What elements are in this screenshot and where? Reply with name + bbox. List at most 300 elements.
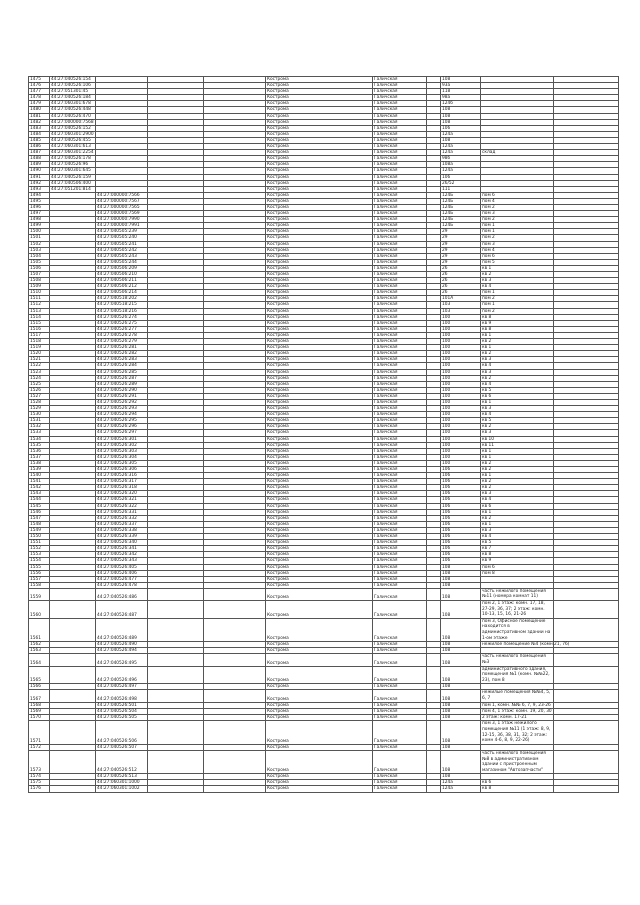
street-cell: Галичская xyxy=(373,690,427,702)
city-cell: Кострома xyxy=(266,369,373,375)
empty-cell xyxy=(204,666,266,684)
row-number-cell: 1495 xyxy=(29,198,50,204)
city-cell: Кострома xyxy=(266,780,373,786)
note-cell: кв 3 xyxy=(481,369,554,375)
city-cell: Кострома xyxy=(266,302,373,308)
row-number-cell: 1573 xyxy=(29,750,50,773)
city-cell: Кострома xyxy=(266,552,373,558)
note-cell: пом 5 xyxy=(481,259,554,265)
city-cell: Кострома xyxy=(266,509,373,515)
city-cell: Кострома xyxy=(266,430,373,436)
house-number-cell: 98б xyxy=(441,156,481,162)
city-cell: Кострома xyxy=(266,387,373,393)
house-number-cell: 103 xyxy=(441,308,481,314)
row-number-cell: 1556 xyxy=(29,570,50,576)
city-cell: Кострома xyxy=(266,217,373,223)
house-number-cell: 103 xyxy=(441,302,481,308)
city-cell: Кострома xyxy=(266,485,373,491)
house-number-cell: 108а xyxy=(441,162,481,168)
row-number-cell: 1501 xyxy=(29,235,50,241)
object-cadastral-number-cell: 44:27:040526:331 xyxy=(96,509,148,515)
city-cell: Кострома xyxy=(266,150,373,156)
note-cell: кв 2 xyxy=(481,467,554,473)
house-number-cell: 26 xyxy=(441,290,481,296)
empty-cell xyxy=(204,618,266,641)
street-cell: Галичская xyxy=(373,721,427,744)
house-number-cell: 108 xyxy=(441,721,481,744)
land-cadastral-number-cell: 44:27:060301:645 xyxy=(50,168,96,174)
city-cell: Кострома xyxy=(266,702,373,709)
note-cell: кв 2 xyxy=(481,351,554,357)
empty-cell xyxy=(148,666,204,684)
city-cell: Кострома xyxy=(266,442,373,448)
house-number-cell: 100 xyxy=(441,406,481,412)
house-number-cell: 124а xyxy=(441,131,481,137)
object-cadastral-number-cell: 44:27:040526:291 xyxy=(96,393,148,399)
row-number-cell: 1572 xyxy=(29,744,50,750)
object-cadastral-number-cell: 44:27:040526:318 xyxy=(96,485,148,491)
row-number-cell: 1487 xyxy=(29,150,50,156)
note-cell: кв 3 xyxy=(481,430,554,436)
house-number-cell: 108 xyxy=(441,702,481,709)
house-number-cell: 100 xyxy=(441,332,481,338)
note-cell: кв 1 xyxy=(481,454,554,460)
land-cadastral-number-cell: 44:27:060301:2254 xyxy=(51,150,94,156)
land-cadastral-number-cell xyxy=(50,601,96,619)
object-cadastral-number-cell: 44:27:040526:281 xyxy=(96,345,148,351)
house-number-cell: 106 xyxy=(441,527,481,533)
note-cell: кв 8 xyxy=(481,314,554,320)
land-cadastral-number-cell: 44:27:040526:455 xyxy=(50,137,96,143)
land-cadastral-number-cell: 44:27:060301:2900 xyxy=(51,131,94,137)
street-cell: Галичская xyxy=(373,211,427,217)
city-cell: Кострома xyxy=(266,168,373,174)
note-cell: кв 2 xyxy=(481,515,554,521)
street-cell: Галичская xyxy=(373,345,427,351)
city-cell: Кострома xyxy=(266,750,373,773)
note-cell: кв 1 xyxy=(481,265,554,271)
house-number-cell: 100 xyxy=(441,393,481,399)
city-cell: Кострома xyxy=(266,491,373,497)
row-number-cell: 1478 xyxy=(29,95,50,101)
street-cell: Галичская xyxy=(373,485,427,491)
object-cadastral-number-cell: 44:27:040526:495 xyxy=(96,654,148,666)
street-cell: Галичская xyxy=(373,552,427,558)
note-cell: кв 5 xyxy=(481,387,554,393)
city-cell: Кострома xyxy=(266,89,373,95)
street-cell: Галичская xyxy=(373,418,427,424)
street-cell: Галичская xyxy=(373,479,427,485)
street-cell: Галичская xyxy=(373,241,427,247)
city-cell: Кострома xyxy=(266,588,373,600)
row-number-cell: 1521 xyxy=(29,357,50,363)
row-number-cell: 1522 xyxy=(29,363,50,369)
object-cadastral-number-cell: 44:27:040505:241 xyxy=(96,241,148,247)
city-cell: Кострома xyxy=(266,399,373,405)
city-cell: Кострома xyxy=(266,479,373,485)
house-number-cell: 101А xyxy=(441,296,481,302)
house-number-cell: 93а xyxy=(441,83,481,89)
city-cell: Кострома xyxy=(266,521,373,527)
land-cadastral-number-cell: 44:27:040526:159 xyxy=(50,174,96,180)
house-number-cell: 29 xyxy=(441,247,481,253)
street-cell: Галичская xyxy=(373,174,427,180)
row-number-cell: 1534 xyxy=(29,436,50,442)
object-cadastral-number-cell: 44:27:040526:321 xyxy=(96,497,148,503)
note-cell: кв 2 xyxy=(481,460,554,466)
street-cell: Галичская xyxy=(373,235,427,241)
street-cell: Галичская xyxy=(373,744,427,750)
empty-cell xyxy=(554,654,619,666)
house-number-cell: 29 xyxy=(441,241,481,247)
note-cell: кв 1 xyxy=(481,521,554,527)
city-cell: Кострома xyxy=(266,497,373,503)
note-cell: кв 8 xyxy=(481,552,554,558)
row-number-cell: 1549 xyxy=(29,527,50,533)
city-cell: Кострома xyxy=(266,192,373,198)
house-number-cell: 108 xyxy=(441,564,481,570)
row-number-cell: 1535 xyxy=(29,442,50,448)
house-number-cell: 108 xyxy=(441,648,481,654)
house-number-cell: 98а xyxy=(441,95,481,101)
note-cell: кв 8 xyxy=(481,326,554,332)
empty-cell xyxy=(204,750,266,773)
note-cell: кв 11 xyxy=(481,442,554,448)
object-cadastral-number-cell: 44:27:040526:303 xyxy=(96,448,148,454)
row-number-cell: 1553 xyxy=(29,552,50,558)
street-cell: Галичская xyxy=(373,89,427,95)
house-number-cell: 26/52 xyxy=(441,180,481,186)
row-number-cell: 1533 xyxy=(29,430,50,436)
city-cell: Кострома xyxy=(266,320,373,326)
city-cell: Кострома xyxy=(266,363,373,369)
house-number-cell: 26 xyxy=(441,284,481,290)
city-cell: Кострома xyxy=(266,351,373,357)
house-number-cell: 108 xyxy=(441,642,481,648)
city-cell: Кострома xyxy=(266,527,373,533)
empty-cell xyxy=(554,702,619,709)
empty-cell xyxy=(148,786,204,792)
object-cadastral-number-cell: 44:27:040526:406 xyxy=(96,570,148,576)
row-number-cell: 1512 xyxy=(29,302,50,308)
street-cell: Галичская xyxy=(373,473,427,479)
street-cell: Галичская xyxy=(373,186,427,192)
row-number-cell: 1537 xyxy=(29,454,50,460)
row-number-cell: 1571 xyxy=(29,721,50,744)
row-number-cell: 1520 xyxy=(29,351,50,357)
note-cell: кв 6 xyxy=(481,393,554,399)
house-number-cell: 26 xyxy=(441,265,481,271)
street-cell: Галичская xyxy=(373,750,427,773)
row-number-cell: 1546 xyxy=(29,509,50,515)
city-cell: Кострома xyxy=(266,576,373,582)
house-number-cell: 108 xyxy=(441,666,481,684)
row-number-cell: 1511 xyxy=(29,296,50,302)
street-cell: Галичская xyxy=(373,460,427,466)
note-cell: кв 9 xyxy=(481,320,554,326)
house-number-cell: 100 xyxy=(441,454,481,460)
city-cell: Кострома xyxy=(266,180,373,186)
land-cadastral-number-cell xyxy=(50,786,96,792)
house-number-cell: 100 xyxy=(441,314,481,320)
house-number-cell: 100 xyxy=(441,345,481,351)
house-number-cell: 26 xyxy=(441,278,481,284)
row-number-cell: 1541 xyxy=(29,479,50,485)
row-number-cell: 1525 xyxy=(29,381,50,387)
street-cell: Галичская xyxy=(373,253,427,259)
city-cell: Кострома xyxy=(266,107,373,113)
house-number-cell: 100 xyxy=(441,436,481,442)
land-cadastral-number-cell xyxy=(50,654,96,666)
house-number-cell: 108 xyxy=(441,137,481,143)
empty-cell xyxy=(554,588,619,600)
table-row xyxy=(29,618,619,641)
city-cell: Кострома xyxy=(266,265,373,271)
city-cell: Кострома xyxy=(266,412,373,418)
city-cell: Кострома xyxy=(266,618,373,641)
house-number-cell: 100 xyxy=(441,430,481,436)
house-number-cell: 106 xyxy=(441,509,481,515)
note-cell: пом 3 xyxy=(481,211,554,217)
object-cadastral-number-cell: 44:27:040505:243 xyxy=(96,253,148,259)
street-cell: Галичская xyxy=(373,150,427,156)
house-number-cell: 100 xyxy=(441,351,481,357)
street-cell: Галичская xyxy=(373,503,427,509)
house-number-cell: 108 xyxy=(441,690,481,702)
street-cell: Галичская xyxy=(373,302,427,308)
note-cell: кв 1 xyxy=(481,332,554,338)
note-cell: кв 4 xyxy=(481,534,554,540)
city-cell: Кострома xyxy=(266,162,373,168)
street-cell: Галичская xyxy=(373,131,427,137)
street-cell: Галичская xyxy=(373,509,427,515)
city-cell: Кострома xyxy=(266,654,373,666)
object-cadastral-number-cell: 44:27:060301:1002 xyxy=(96,786,148,792)
object-cadastral-number-cell: 44:27:040526:306 xyxy=(96,467,148,473)
object-cadastral-number-cell: 44:27:040526:489 xyxy=(96,618,148,641)
row-number-cell: 1563 xyxy=(29,648,50,654)
object-cadastral-number-cell: 44:27:040526:287 xyxy=(96,375,148,381)
object-cadastral-number-cell: 44:27:040526:507 xyxy=(96,744,148,750)
row-number-cell: 1562 xyxy=(29,642,50,648)
house-number-cell: 100 xyxy=(441,375,481,381)
note-cell: кв 2 xyxy=(481,485,554,491)
house-number-cell: 108 xyxy=(441,113,481,119)
house-number-cell: 108 xyxy=(441,119,481,125)
row-number-cell: 1515 xyxy=(29,320,50,326)
house-number-cell: 108 xyxy=(441,774,481,780)
row-number-cell: 1509 xyxy=(29,284,50,290)
object-cadastral-number-cell: 44:27:040526:478 xyxy=(96,582,148,588)
note-cell: пом 2 xyxy=(481,308,554,314)
table-row xyxy=(29,601,619,619)
street-cell: Галичская xyxy=(373,107,427,113)
city-cell: Кострома xyxy=(266,642,373,648)
object-cadastral-number-cell: 44:27:040526:301 xyxy=(96,436,148,442)
land-cadastral-number-cell xyxy=(50,618,96,641)
object-cadastral-number-cell: 44:27:040526:277 xyxy=(96,326,148,332)
house-number-cell: 106 xyxy=(441,503,481,509)
row-number-cell: 1517 xyxy=(29,332,50,338)
city-cell: Кострома xyxy=(266,113,373,119)
street-cell: Галичская xyxy=(373,369,427,375)
row-number-cell: 1551 xyxy=(29,540,50,546)
note-cell: кв 8 xyxy=(481,786,554,792)
table-row xyxy=(29,666,619,684)
object-cadastral-number-cell: 44:27:040526:338 xyxy=(96,527,148,533)
city-cell: Кострома xyxy=(266,95,373,101)
city-cell: Кострома xyxy=(266,345,373,351)
house-number-cell: 106 xyxy=(441,491,481,497)
street-cell: Галичская xyxy=(373,497,427,503)
table-row xyxy=(29,588,619,600)
house-number-cell: 108 xyxy=(441,618,481,641)
object-cadastral-number-cell: 44:27:040526:296 xyxy=(96,424,148,430)
empty-cell xyxy=(204,721,266,744)
row-number-cell: 1484 xyxy=(29,131,50,137)
street-cell: Галичская xyxy=(373,546,427,552)
empty-cell xyxy=(554,750,619,773)
street-cell: Галичская xyxy=(373,144,427,150)
row-number-cell: 1540 xyxy=(29,473,50,479)
object-cadastral-number-cell: 44:27:000000:7569 xyxy=(96,211,148,217)
row-number-cell: 1485 xyxy=(29,137,50,143)
street-cell: Галичская xyxy=(373,540,427,546)
row-number-cell: 1569 xyxy=(29,709,50,715)
row-number-cell: 1502 xyxy=(29,241,50,247)
house-number-cell: 108 xyxy=(441,77,481,83)
street-cell: Галичская xyxy=(373,424,427,430)
street-cell: Галичская xyxy=(373,399,427,405)
row-number-cell: 1543 xyxy=(29,491,50,497)
city-cell: Кострома xyxy=(266,393,373,399)
table-row xyxy=(29,690,619,702)
object-cadastral-number-cell: 44:27:040526:337 xyxy=(96,521,148,527)
street-cell: Галичская xyxy=(373,284,427,290)
street-cell: Галичская xyxy=(373,326,427,332)
empty-cell xyxy=(148,702,204,709)
street-cell: Галичская xyxy=(373,198,427,204)
object-cadastral-number-cell: 44:27:040526:487 xyxy=(96,601,148,619)
city-cell: Кострома xyxy=(266,540,373,546)
street-cell: Галичская xyxy=(373,654,427,666)
note-cell: пом 3, Офисное помещение находится в административном здании на 1-ом этаже xyxy=(481,618,554,641)
house-number-cell: 100 xyxy=(441,369,481,375)
street-cell: Галичская xyxy=(373,564,427,570)
object-cadastral-number-cell: 44:27:040526:282 xyxy=(96,351,148,357)
land-cadastral-number-cell: 44:27:051201:814 xyxy=(50,186,96,192)
city-cell: Кострома xyxy=(266,296,373,302)
note-cell: пом 3, 1 этаж нежилого помещения №11 (1 этаж: 8, 9, 12-15, 36, 38, 31, 32; 2 этаж: комн 4-6, 8, 9, 22-26) xyxy=(481,721,554,744)
object-cadastral-number-cell: 44:27:040526:278 xyxy=(96,332,148,338)
city-cell: Кострома xyxy=(266,503,373,509)
object-cadastral-number-cell: 44:27:040505:244 xyxy=(96,259,148,265)
city-cell: Кострома xyxy=(266,721,373,744)
house-number-cell: 106 xyxy=(441,497,481,503)
object-cadastral-number-cell: 44:27:040526:341 xyxy=(96,546,148,552)
row-number-cell: 1575 xyxy=(29,780,50,786)
land-cadastral-number-cell xyxy=(50,588,96,600)
note-cell: кв 4 xyxy=(481,412,554,418)
empty-cell xyxy=(204,702,266,709)
note-cell: кв 4 xyxy=(481,381,554,387)
street-cell: Галичская xyxy=(373,715,427,721)
object-cadastral-number-cell: 44:27:040518:215 xyxy=(96,302,148,308)
note-cell: пом 1 xyxy=(481,229,554,235)
object-cadastral-number-cell: 44:27:000000:7991 xyxy=(96,223,148,229)
row-number-cell: 1547 xyxy=(29,515,50,521)
row-number-cell: 1531 xyxy=(29,418,50,424)
street-cell: Галичская xyxy=(373,588,427,600)
house-number-cell: 118 xyxy=(441,89,481,95)
note-cell: нежилое помещение №4 (комн 21, 76) xyxy=(482,642,570,648)
note-cell: кв 5 xyxy=(481,540,554,546)
row-number-cell: 1513 xyxy=(29,308,50,314)
object-cadastral-number-cell: 44:27:040526:316 xyxy=(96,473,148,479)
city-cell: Кострома xyxy=(266,467,373,473)
row-number-cell: 1499 xyxy=(29,223,50,229)
street-cell: Галичская xyxy=(373,351,427,357)
note-cell: пом 1 xyxy=(481,290,554,296)
empty-cell xyxy=(204,786,266,792)
object-cadastral-number-cell: 44:27:040526:497 xyxy=(96,684,148,690)
note-cell: кв 3 xyxy=(481,278,554,284)
street-cell: Галичская xyxy=(373,570,427,576)
object-cadastral-number-cell: 44:27:040526:285 xyxy=(96,369,148,375)
street-cell: Галичская xyxy=(373,278,427,284)
house-number-cell: 29 xyxy=(441,235,481,241)
row-number-cell: 1480 xyxy=(29,107,50,113)
house-number-cell: 106 xyxy=(441,125,481,131)
land-cadastral-number-cell xyxy=(50,721,96,744)
street-cell: Галичская xyxy=(373,786,427,792)
note-cell: кв 1 xyxy=(481,345,554,351)
street-cell: Галичская xyxy=(373,393,427,399)
city-cell: Кострома xyxy=(266,144,373,150)
city-cell: Кострома xyxy=(266,278,373,284)
house-number-cell: 100 xyxy=(441,387,481,393)
row-number-cell: 1526 xyxy=(29,387,50,393)
land-cadastral-number-cell: 44:27:051301:45 xyxy=(50,89,96,95)
street-cell: Галичская xyxy=(373,515,427,521)
object-cadastral-number-cell: 44:27:040526:293 xyxy=(96,406,148,412)
house-number-cell: 124Б xyxy=(441,198,481,204)
row-number-cell: 1557 xyxy=(29,576,50,582)
object-cadastral-number-cell: 44:27:040526:304 xyxy=(96,454,148,460)
object-cadastral-number-cell: 44:27:000000:7567 xyxy=(96,198,148,204)
house-number-cell: 124а xyxy=(441,150,481,156)
house-number-cell: 108 xyxy=(441,744,481,750)
row-number-cell: 1555 xyxy=(29,564,50,570)
land-cadastral-number-cell: 44:27:040526:448 xyxy=(50,107,96,113)
city-cell: Кострома xyxy=(266,174,373,180)
street-cell: Галичская xyxy=(373,436,427,442)
register-sheet xyxy=(28,76,618,793)
street-cell: Галичская xyxy=(373,363,427,369)
city-cell: Кострома xyxy=(266,666,373,684)
city-cell: Кострома xyxy=(266,131,373,137)
row-number-cell: 1554 xyxy=(29,558,50,564)
house-number-cell: 124Б xyxy=(441,211,481,217)
row-number-cell: 1503 xyxy=(29,247,50,253)
object-cadastral-number-cell: 44:27:040526:332 xyxy=(96,515,148,521)
table-row xyxy=(29,654,619,666)
row-number-cell: 1497 xyxy=(29,211,50,217)
object-cadastral-number-cell: 44:27:040526:279 xyxy=(96,339,148,345)
land-cadastral-number-cell: 44:27:040526:184 xyxy=(50,95,96,101)
note-cell: пом 1, комн. №№ 6, 7, 9, 23-26 xyxy=(481,702,554,709)
note-cell: нежилые помещения №№4, 5, 6, 7 xyxy=(481,690,554,702)
